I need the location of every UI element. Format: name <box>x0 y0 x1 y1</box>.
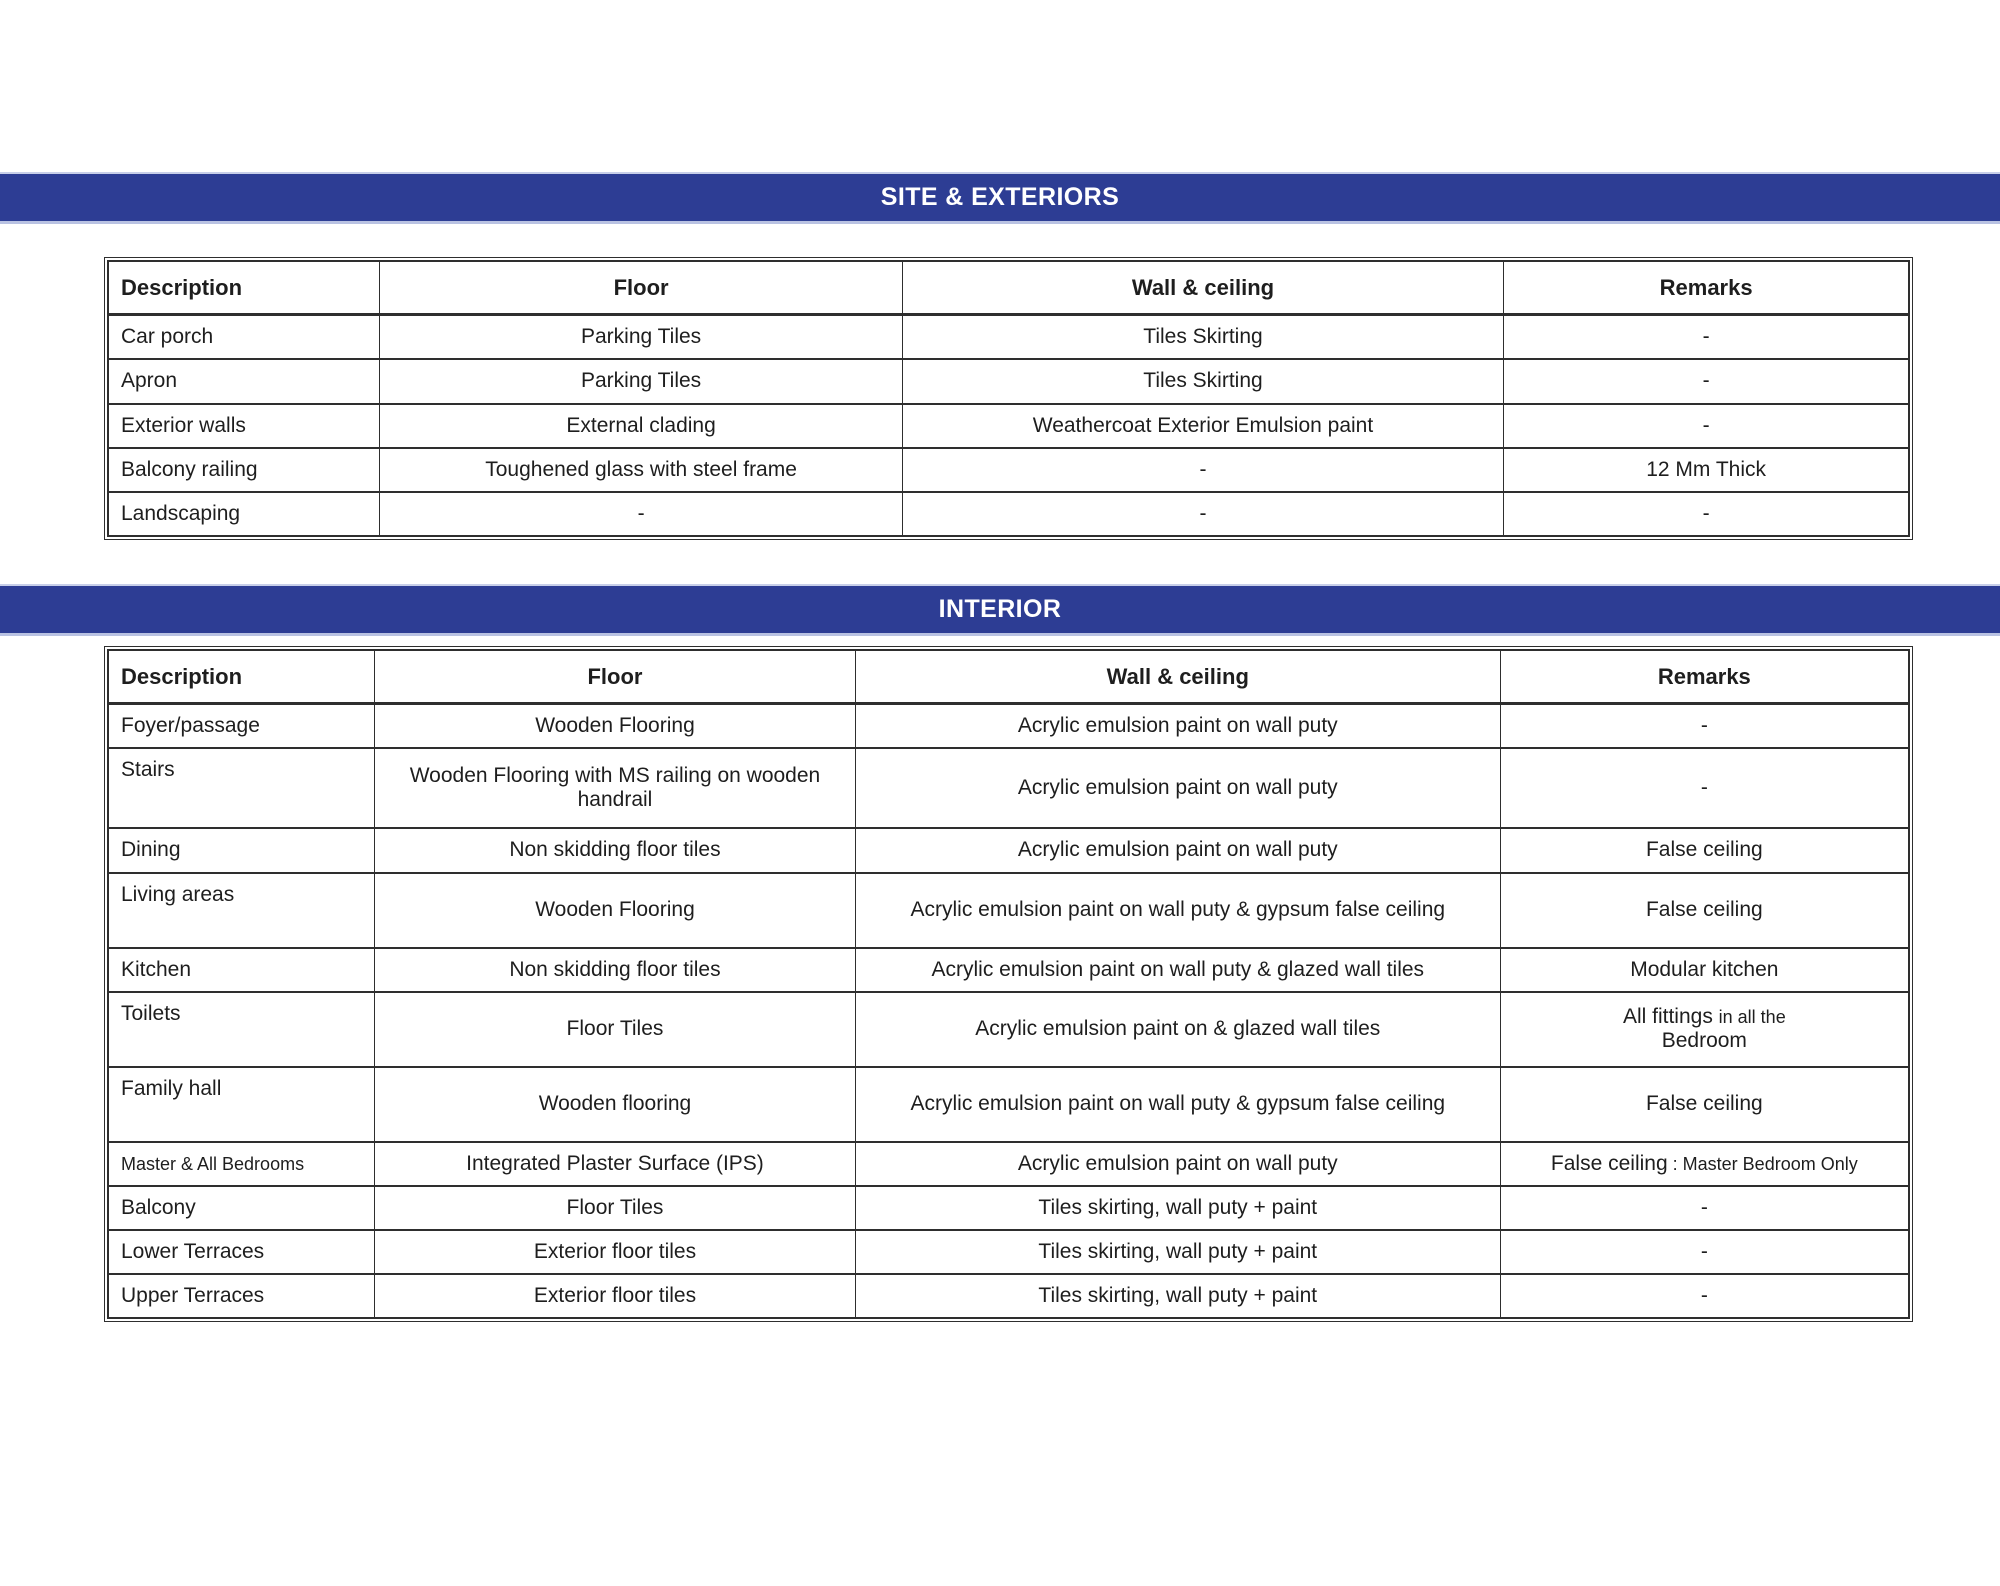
spec-cell: - <box>1504 315 1909 360</box>
column-header: Wall & ceiling <box>855 650 1500 704</box>
column-header: Description <box>108 261 380 315</box>
spec-cell: - <box>1500 704 1909 749</box>
spec-cell: Wooden Flooring <box>375 704 856 749</box>
site-exteriors-table-body <box>108 315 1909 536</box>
spec-cell: Parking Tiles <box>380 359 902 403</box>
table-row <box>108 1230 1909 1274</box>
spec-cell: - <box>1500 1274 1909 1318</box>
document-page <box>0 172 2000 1319</box>
spec-cell: Non skidding floor tiles <box>375 828 856 872</box>
spec-cell: Acrylic emulsion paint on wall puty & glazed wall tiles <box>855 948 1500 992</box>
spec-cell: Acrylic emulsion paint on wall puty <box>855 748 1500 828</box>
row-description-cell: Foyer/passage <box>108 704 375 749</box>
row-description-cell: Stairs <box>108 748 375 828</box>
spec-cell: Parking Tiles <box>380 315 902 360</box>
table-row <box>108 873 1909 948</box>
row-description-cell: Car porch <box>108 315 380 360</box>
spec-cell: Tiles skirting, wall puty + paint <box>855 1274 1500 1318</box>
spec-cell: Acrylic emulsion paint on & glazed wall tiles <box>855 992 1500 1067</box>
row-description-cell: Upper Terraces <box>108 1274 375 1318</box>
spec-cell: False ceiling <box>1500 1067 1909 1142</box>
row-description-cell: Kitchen <box>108 948 375 992</box>
table-row <box>108 1274 1909 1318</box>
spec-cell: Wooden flooring <box>375 1067 856 1142</box>
column-header: Floor <box>375 650 856 704</box>
table-row <box>108 948 1909 992</box>
spec-cell: Acrylic emulsion paint on wall puty & gypsum false ceiling <box>855 1067 1500 1142</box>
spec-cell: Wooden Flooring with MS railing on wooden handrail <box>375 748 856 828</box>
table-row <box>108 1067 1909 1142</box>
spec-cell: Floor Tiles <box>375 992 856 1067</box>
header-row <box>108 261 1909 315</box>
spec-cell <box>1500 992 1909 1067</box>
interior-table-body <box>108 704 1909 1318</box>
table-row <box>108 1186 1909 1230</box>
spec-cell: Acrylic emulsion paint on wall puty <box>855 1142 1500 1186</box>
row-description-cell: Exterior walls <box>108 404 380 448</box>
site-exteriors-banner <box>0 172 2000 224</box>
spec-cell: Tiles skirting, wall puty + paint <box>855 1186 1500 1230</box>
table-row <box>108 404 1909 448</box>
table-row <box>108 359 1909 403</box>
row-description-cell: Balcony railing <box>108 448 380 492</box>
spec-cell: Tiles Skirting <box>902 315 1504 360</box>
site-exteriors-table <box>107 260 1910 537</box>
spec-cell: - <box>380 492 902 536</box>
spec-cell: Tiles Skirting <box>902 359 1504 403</box>
cell-text-segment: False ceiling <box>1550 1151 1668 1175</box>
column-header: Floor <box>380 261 902 315</box>
row-description-cell: Living areas <box>108 873 375 948</box>
spec-cell: External clading <box>380 404 902 448</box>
row-description-cell <box>108 1142 375 1186</box>
interior-banner-title: INTERIOR <box>938 595 1062 623</box>
table-row <box>108 828 1909 872</box>
header-row <box>108 650 1909 704</box>
spec-cell: Toughened glass with steel frame <box>380 448 902 492</box>
interior-table <box>107 649 1910 1319</box>
spec-cell: Acrylic emulsion paint on wall puty <box>855 704 1500 749</box>
spec-cell: - <box>1500 1230 1909 1274</box>
spec-cell: Modular kitchen <box>1500 948 1909 992</box>
spec-cell: Exterior floor tiles <box>375 1230 856 1274</box>
table-row <box>108 448 1909 492</box>
table-row <box>108 992 1909 1067</box>
table-row <box>108 315 1909 360</box>
row-description-cell: Dining <box>108 828 375 872</box>
table-row <box>108 492 1909 536</box>
spec-cell: - <box>1504 359 1909 403</box>
spec-cell: - <box>902 492 1504 536</box>
spec-cell: Exterior floor tiles <box>375 1274 856 1318</box>
column-header: Description <box>108 650 375 704</box>
spec-cell: Wooden Flooring <box>375 873 856 948</box>
spec-cell: Acrylic emulsion paint on wall puty & gypsum false ceiling <box>855 873 1500 948</box>
row-description-cell: Toilets <box>108 992 375 1067</box>
row-description-cell: Family hall <box>108 1067 375 1142</box>
spec-cell: - <box>1504 492 1909 536</box>
cell-text-segment: Bedroom <box>1661 1029 1747 1053</box>
spec-cell: Integrated Plaster Surface (IPS) <box>375 1142 856 1186</box>
cell-text-segment: All fittings <box>1622 1005 1719 1029</box>
spec-cell: False ceiling <box>1500 828 1909 872</box>
column-header: Remarks <box>1500 650 1909 704</box>
column-header: Wall & ceiling <box>902 261 1504 315</box>
spec-cell: - <box>902 448 1504 492</box>
column-header: Remarks <box>1504 261 1909 315</box>
table-row <box>108 748 1909 828</box>
row-description-cell: Balcony <box>108 1186 375 1230</box>
interior-table-header <box>108 650 1909 704</box>
spec-cell: - <box>1504 404 1909 448</box>
spec-cell: 12 Mm Thick <box>1504 448 1909 492</box>
spec-cell: Floor Tiles <box>375 1186 856 1230</box>
row-description-cell: Lower Terraces <box>108 1230 375 1274</box>
cell-text-segment: Master & All Bedrooms <box>121 1153 305 1174</box>
cell-text-segment: in all the <box>1718 1007 1786 1028</box>
spec-cell: Tiles skirting, wall puty + paint <box>855 1230 1500 1274</box>
spec-cell <box>1500 1142 1909 1186</box>
table-row <box>108 1142 1909 1186</box>
spec-cell: Acrylic emulsion paint on wall puty <box>855 828 1500 872</box>
spec-cell: Weathercoat Exterior Emulsion paint <box>902 404 1504 448</box>
row-description-cell: Apron <box>108 359 380 403</box>
site-exteriors-banner-title: SITE & EXTERIORS <box>880 183 1120 211</box>
row-description-cell: Landscaping <box>108 492 380 536</box>
cell-text-segment: : Master Bedroom Only <box>1667 1153 1858 1174</box>
spec-cell: - <box>1500 1186 1909 1230</box>
spec-cell: - <box>1500 748 1909 828</box>
spec-cell: Non skidding floor tiles <box>375 948 856 992</box>
site-exteriors-table-header <box>108 261 1909 315</box>
table-row <box>108 704 1909 749</box>
spec-cell: False ceiling <box>1500 873 1909 948</box>
interior-banner <box>0 584 2000 636</box>
